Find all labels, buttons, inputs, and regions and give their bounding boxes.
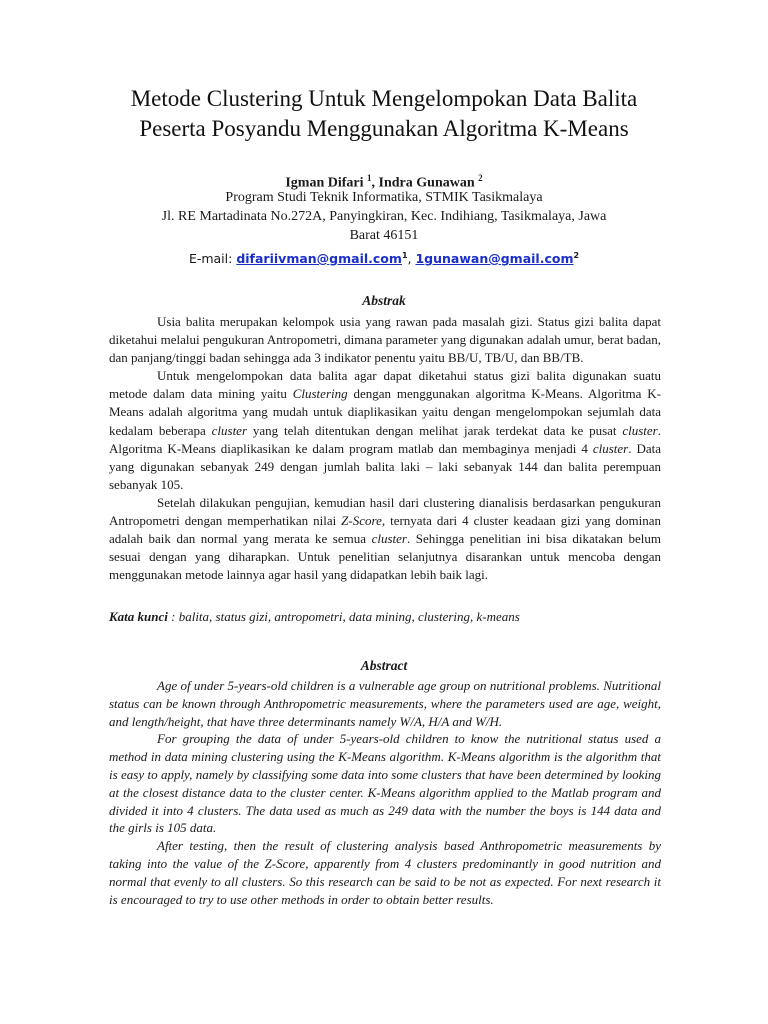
abstrak-p2-text: yang telah ditentukan dengan melihat jarak terdekat data ke pusat bbox=[247, 422, 623, 438]
keywords-label: Kata kunci bbox=[109, 609, 168, 624]
abstrak-p3-text: Setelah dilakukan pengujian, kemudian hasil dari clustering dianalisis berdasarkan pengukuran Antropometri dengan memperhatikan nilai bbox=[109, 494, 661, 529]
abstrak-p2-term: cluster bbox=[592, 440, 629, 456]
abstrak-p2-text: Untuk mengelompokan data balita agar dapat diketahui status gizi balita digunakan suatu metode dalam data mining yaitu bbox=[109, 368, 661, 402]
abstrak-p2-text: . Data yang digunakan sebanyak 249 dengan jumlah balita laki – laki sebanyak 144 dan balita perempuan sebanyak 105. bbox=[109, 440, 661, 492]
abstrak-p2-text: . Algoritma K-Means diaplikasikan ke dalam program matlab dan membaginya menjadi 4 bbox=[109, 422, 661, 456]
title-line-2: Peserta Posyandu Menggunakan Algoritma K-Means bbox=[139, 116, 629, 141]
abstrak-p2-term: Clustering bbox=[292, 386, 348, 402]
email-separator: , bbox=[407, 251, 416, 267]
author-2-affil-mark: 2 bbox=[478, 173, 483, 183]
abstrak-paragraph-3 bbox=[109, 494, 661, 584]
email-label: E-mail: bbox=[188, 251, 237, 267]
author-1: Igman Difari bbox=[285, 175, 364, 191]
email-line bbox=[60, 246, 708, 269]
abstrak-p3-text: , ternyata dari 4 cluster keadaan gizi yang dominan adalah baik dan normal yang merata ke semua bbox=[109, 513, 661, 547]
abstrak-p3-term: cluster bbox=[371, 531, 407, 547]
affiliation-address: Jl. RE Martadinata No.272A, Panyingkiran, Kec. Indihiang, Tasikmalaya, Jawa bbox=[161, 209, 607, 224]
email-2-mark: 2 bbox=[573, 251, 580, 260]
abstract-body bbox=[109, 677, 661, 908]
paper-title bbox=[60, 84, 708, 144]
author-2: Indra Gunawan bbox=[378, 175, 475, 191]
abstrak-paragraph-2 bbox=[109, 367, 661, 494]
title-line-1: Metode Clustering Untuk Mengelompokan Data Balita bbox=[130, 86, 638, 111]
email-1-mark: 1 bbox=[401, 251, 408, 260]
affiliation-postcode: Barat 46151 bbox=[349, 228, 419, 243]
keywords-line bbox=[109, 609, 661, 625]
abstrak-p2-text: dengan menggunakan algoritma K-Means. Algoritma K-Means adalah algoritma yang mudah untuk diaplikasikan yaitu dengan mengelompokan sejumlah data kedalam beberapa bbox=[109, 386, 662, 438]
abstract-heading: Abstract bbox=[360, 658, 408, 673]
abstract-paragraph-1: Age of under 5-years-old children is a vulnerable age group on nutritional problems. Nutritional status can be known through Anthropometric measurements, where the parameters used are age, weight, and length/height, that have three determinants namely W/A, H/A and W/H. bbox=[109, 678, 661, 729]
abstrak-heading: Abstrak bbox=[362, 293, 406, 308]
email-link-1[interactable]: difariivman@gmail.com bbox=[236, 251, 402, 267]
abstrak-body bbox=[109, 313, 661, 584]
abstract-paragraph-2: For grouping the data of under 5-years-old children to know the nutritional status used a method in data mining clustering using the K-Means algorithm. K-Means algorithm is the algorithm that is easy to apply, namely by classifying some data into some clusters that have been determined by looking at the closest distance data to the cluster center. K-Means algorithm applied to the Matlab program and divided it into 4 clusters. The data used as much as 249 data with the number the boys is 144 data and the girls is 105 data. bbox=[109, 731, 661, 836]
abstrak-p2-term: cluster bbox=[622, 422, 658, 438]
affiliation-program: Program Studi Teknik Informatika, STMIK Tasikmalaya bbox=[225, 190, 543, 205]
author-separator: , bbox=[371, 175, 379, 191]
abstrak-p3-text: . Sehingga penelitian ini bisa dikatakan belum sesuai dengan yang diharapkan. Untuk penelitian selanjutnya disarankan untuk mencoba dengan menggunakan metode lainnya agar hasil yang didapatkan lebih baik lagi. bbox=[109, 531, 661, 583]
abstrak-p2-term: cluster bbox=[211, 422, 248, 438]
abstrak-paragraph-1: Usia balita merupakan kelompok usia yang rawan pada masalah gizi. Status gizi balita dapat diketahui melalui pengukuran Antropometri, dimana parameter yang digunakan adalah umur, berat badan, dan panjang/tinggi badan sehingga ada 3 indikator penentu yaitu BB/U, TB/U, dan BB/TB. bbox=[109, 314, 661, 366]
keywords-text: : balita, status gizi, antropometri, data mining, clustering, k-means bbox=[167, 609, 520, 624]
author-1-affil-mark: 1 bbox=[367, 173, 372, 183]
abstrak-p3-term: Z-Score bbox=[341, 513, 382, 529]
abstract-paragraph-3: After testing, then the result of clustering analysis based Anthropometric measurements by taking into the value of the Z-Score, apparently from 4 clusters predominantly in good nutrition and normal that evenly to all clusters. So this research can be said to be not as expected. For next research it is encouraged to try to use other methods in order to obtain better results. bbox=[109, 838, 661, 907]
email-link-2[interactable]: 1gunawan@gmail.com bbox=[415, 251, 574, 267]
